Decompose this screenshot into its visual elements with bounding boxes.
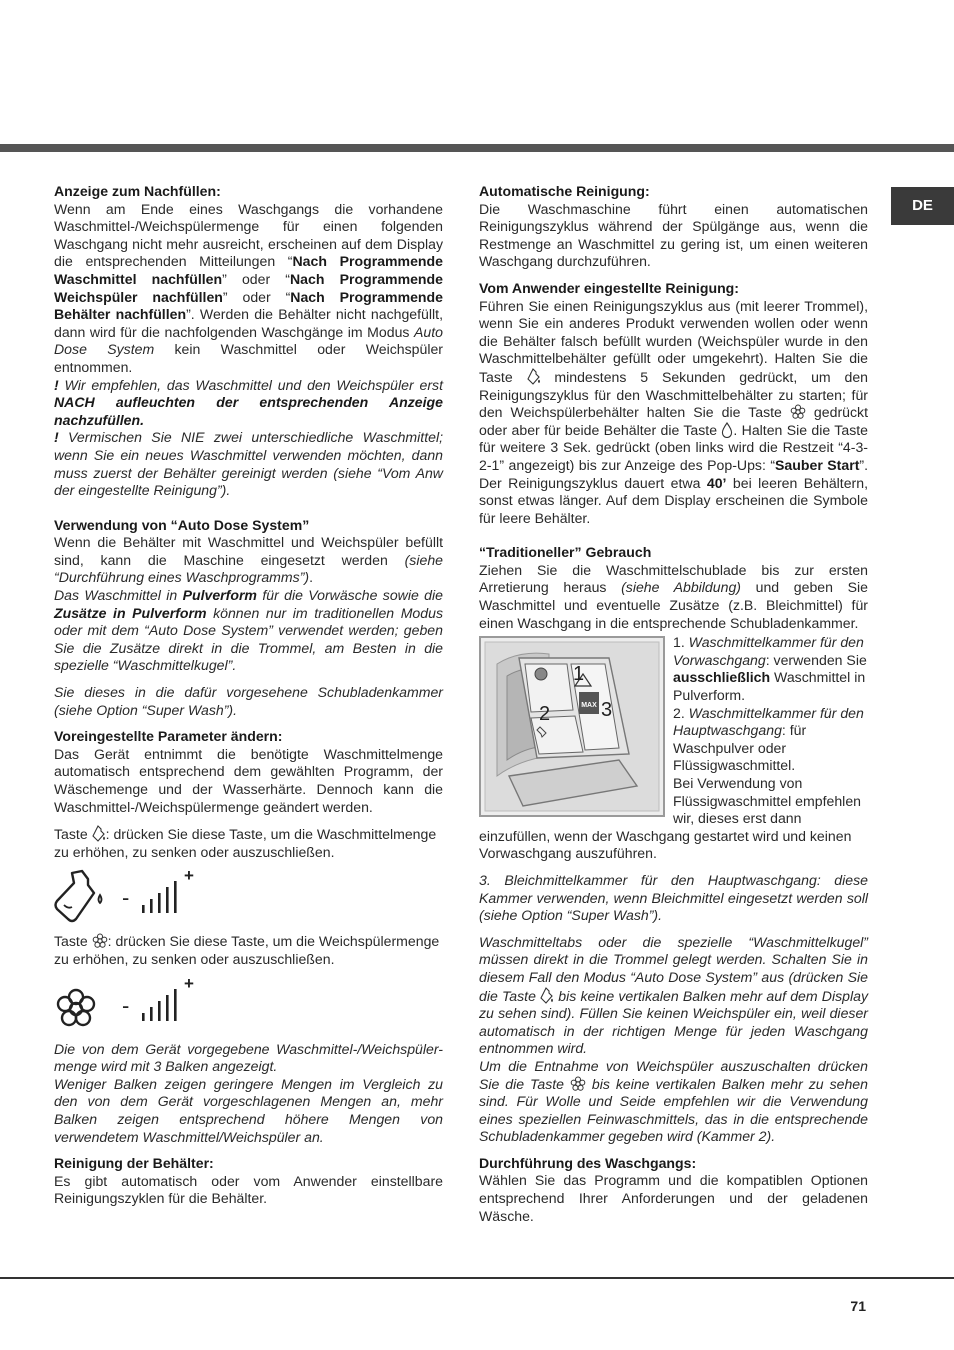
preset-section xyxy=(54,728,443,816)
refill-text-a: Wenn am Ende eines Waschgangs die vorhandene Waschmittel-/Weichspülermenge für einen folgenden Waschgang nicht mehr ausreicht, erscheinen auf dem Display die entsprechenden Mitteilungen “ xyxy=(54,200,443,270)
refill-text-e: ”. Werden die Behälter nicht nachgefüllt, dann wird für die nachfolgenden Waschgänge im Modus xyxy=(54,306,443,340)
warning-1-bold: NACH aufleuchten der entsprechenden Anzeige nachzufüllen. xyxy=(54,394,443,428)
level-bar-1 xyxy=(142,905,145,913)
detergent-bottle-icon xyxy=(527,368,541,385)
traditional-text-b: und geben Sie Waschmittel und eventuelle Zusätze (z.B. Bleichmittel) für einen Waschgang in die entsprechende Schubladenkammer. xyxy=(479,579,868,631)
bars-note-b: Weniger Balken zeigen geringere Mengen im Vergleich zu den von dem Gerät vorgeschlagenen Mengen an, mehr Balken zeigen entsprechend höhere Mengen von verwendetem Waschmittel/Weichspüler an. xyxy=(54,1075,443,1145)
bars-note-a: Die von dem Gerät vorgegebene Waschmittel-/Weichspüler-menge wird mit 3 Balken angezeigt. xyxy=(54,1040,443,1075)
user-clean-text-e: ”. Der Reinigungszyklus dauert etwa xyxy=(479,456,868,491)
user-clean-text-d: . Halten Sie die Taste für weitere 3 Sek. gedrückt (oben links wird die Restzeit “4-3-2-1” angezeigt) bis zur Anzeige des Pop-Ups: “ xyxy=(479,421,868,473)
level-bar-2 xyxy=(150,1007,153,1021)
detergent-key-desc xyxy=(54,825,443,861)
run-cycle-heading: Durchführung des Waschgangs: xyxy=(479,1154,697,1171)
auto-dose-dot: . xyxy=(309,569,314,586)
detergent-drawer-illustration xyxy=(479,636,665,817)
refill-msg-containers: Nach Programmende Behälter nachfüllen xyxy=(54,288,443,323)
powder-note-b: für die Vorwäsche sowie die xyxy=(256,587,443,604)
level-bar-1 xyxy=(142,1013,145,1021)
auto-dose-heading: Verwendung von “Auto Dose System” xyxy=(54,516,310,533)
auto-dose-text-a: Wenn die Behälter mit Waschmittel und Weichspüler befüllt sind, kann die Maschine eingesetzt werden xyxy=(54,534,443,568)
compartment-3-label: 3 xyxy=(601,699,613,722)
refill-msg-detergent: Nach Programmende Waschmittel nachfüllen xyxy=(54,253,443,287)
flower-icon xyxy=(790,404,806,420)
warning-1-mark: ! xyxy=(54,376,59,393)
clean-duration: 40’ xyxy=(706,474,727,491)
auto-dose-section xyxy=(54,517,443,675)
user-clean-text-c: gedrückt oder aber für beide Behälter die Taste xyxy=(479,404,868,438)
warning-2-text: Vermischen Sie NIE zwei unterschiedliche Waschmittel; wenn Sie ein neues Waschmittel verwenden möchten, dann muss zuerst der Behälter gereinigt werden (siehe “Vom Anw der eingestellte Reinigung”). xyxy=(54,429,443,499)
level-bar-3 xyxy=(158,893,161,913)
refill-section xyxy=(54,183,443,500)
left-column xyxy=(54,183,443,1217)
scale-minus: - xyxy=(122,885,130,911)
preset-heading: Voreingestellte Parameter ändern: xyxy=(54,728,283,745)
refill-mode-name: Auto Dose System xyxy=(54,323,443,358)
softener-level-scale xyxy=(54,975,214,1037)
level-bar-2 xyxy=(150,899,153,913)
flower-icon xyxy=(570,1076,586,1092)
tabs-note-a: Waschmitteltabs oder die spezielle “Waschmittelkugel” müssen direkt in die Trommel gelegt werden. Schalten Sie in diesem Fall den Modus “Auto Dose System” aus (drücken Sie die Taste xyxy=(479,933,868,1004)
top-rule xyxy=(0,144,954,152)
cleaning-text: Es gibt automatisch oder vom Anwender einstellbare Reinigungszyklen für die Behälter. xyxy=(54,1172,443,1207)
compartment-1-num: 1. xyxy=(673,634,689,651)
flower-icon xyxy=(92,933,108,949)
powder-note-bold1: Pulverform xyxy=(182,587,257,604)
compartment-1-bold: ausschließlich xyxy=(673,669,771,686)
level-bar-5 xyxy=(174,989,177,1021)
softener-key-text: : drücken Sie diese Taste, um die Weichspülermenge zu erhöhen, zu senken oder auszuschließen. xyxy=(54,933,440,967)
softener-key-desc xyxy=(54,933,443,968)
traditional-heading: “Traditioneller” Gebrauch xyxy=(479,544,652,561)
detergent-bottle-icon xyxy=(540,987,554,1004)
compartment-2-text-b: Bei Verwendung von Flüssigwaschmittel empfehlen wir, dieses erst dann einzufüllen, wenn der Waschgang gestartet wird und keinen Vorwaschgang auszuführen. xyxy=(479,775,861,862)
compartment-2-label: 2 xyxy=(539,703,551,726)
bottom-rule xyxy=(0,1277,954,1279)
scale-plus: + xyxy=(184,867,194,886)
traditional-section xyxy=(479,544,868,632)
auto-clean-heading: Automatische Reinigung: xyxy=(479,183,650,199)
level-bar-5 xyxy=(174,881,177,913)
compartment-2-text-a: : für Waschpulver oder Flüssigwaschmittel. xyxy=(673,722,807,774)
user-clean-text-b: mindestens 5 Sekunden gedrückt, um den Reinigungszyklus für den Waschmittelbehälter zu starten; für den Weichspülerbehälter halten Sie die Taste xyxy=(479,368,868,421)
level-bar-3 xyxy=(158,1001,161,1021)
auto-clean-text: Die Waschmaschine führt einen automatischen Reinigungszyklus während der Spülgänge aus, wenn die Restmenge an Waschmittel zu gering ist, um einen weiteren Waschgang durchzuführen. xyxy=(479,200,868,270)
detergent-key-label: Taste xyxy=(54,826,92,843)
run-cycle-section xyxy=(479,1155,868,1225)
detergent-level-scale xyxy=(54,867,214,929)
warning-2-mark: ! xyxy=(54,429,59,446)
powder-note-bold2: Zusätze in Pulverform xyxy=(54,604,207,621)
refill-heading: Anzeige zum Nachfüllen: xyxy=(54,183,221,199)
preset-text: Das Gerät entnimmt die benötigte Waschmittelmenge automatisch entsprechend dem gewählten Programm, der Wäschemenge und der Wasserhärte. Dennoch kann die Waschmittel-/Weichspülermenge geändert werden. xyxy=(54,745,443,815)
drop-icon xyxy=(721,422,733,438)
tabs-note-c: Um die Entnahme von Weichspüler auszuschalten drücken Sie die Taste xyxy=(479,1057,868,1092)
max-label: MAX xyxy=(581,702,597,710)
user-clean-text-f: bei leeren Behältern, sonst etwas länger. Auf dem Display erscheinen die Symbole für leere Behälter. xyxy=(479,474,868,526)
compartment-1-text-c: Waschmittel in Pulverform. xyxy=(673,669,866,704)
traditional-text-a: Ziehen Sie die Waschmittelschublade bis zur ersten Arretierung heraus xyxy=(479,561,868,596)
bars-note xyxy=(54,1041,443,1147)
warning-1-text: Wir empfehlen, das Waschmittel und den Weichspüler erst xyxy=(58,376,443,393)
detergent-key-text: : drücken Sie diese Taste, um die Waschmittelmenge zu erhöhen, zu senken oder auszuschließen. xyxy=(54,826,437,860)
traditional-figure-ref: (siehe Abbildung) xyxy=(621,579,741,596)
scale-minus: - xyxy=(122,992,130,1018)
level-bar-4 xyxy=(166,887,169,913)
user-clean-text-a: Führen Sie einen Reinigungszyklus aus (mit leerer Trommel), wenn Sie ein anderes Produkt verwenden wollen oder wenn die Behälter falsch befüllt wurden (Weichspüler wurde in den Waschmittelbehälter gefüllt oder umgekehrt). Halten Sie die Taste xyxy=(479,297,868,385)
compartment-2-title: Waschmittelkammer für den Hauptwaschgang xyxy=(673,704,864,739)
warning-2 xyxy=(54,429,443,498)
flower-icon xyxy=(58,990,94,1025)
powder-note xyxy=(54,587,443,673)
warning-1 xyxy=(54,377,443,428)
refill-text-c: ” oder “ xyxy=(222,270,290,287)
language-tab: DE xyxy=(891,187,954,225)
compartment-2-num: 2. xyxy=(673,704,689,721)
tabs-note-b: bis keine vertikalen Balken mehr auf dem Display zu sehen sind). Füllen Sie keinen Weichspüler ein, weil dieser automatisch in der richtigen Menge für jeden Waschgang entnommen wird. xyxy=(479,987,869,1057)
auto-dose-ref: (siehe “Durchführung eines Waschprogramms”) xyxy=(54,551,443,586)
tabs-note xyxy=(479,934,868,1146)
softener-key-label: Taste xyxy=(54,933,92,950)
auto-clean-section xyxy=(479,183,868,271)
cleaning-heading: Reinigung der Behälter: xyxy=(54,1155,214,1172)
scale-plus: + xyxy=(184,974,194,993)
detergent-bottle-icon xyxy=(92,825,106,842)
powder-note-a: Das Waschmittel in xyxy=(54,587,183,604)
refill-msg-softener: Nach Programmende Weichspüler nachfüllen xyxy=(54,270,443,305)
refill-text-f: kein Waschmittel oder Weichspüler entnommen. xyxy=(54,341,443,375)
refill-text-d: ” oder “ xyxy=(222,288,291,305)
cleaning-section xyxy=(54,1155,443,1208)
powder-note-c: können nur im traditionellen Modus oder mit dem “Auto Dose System” verwendet werden; geben Sie die Zusätze direkt in die Trommel, am Besten in die spezielle “Waschmittelkugel”. xyxy=(54,604,443,674)
level-bar-4 xyxy=(166,995,169,1021)
page-number: 71 xyxy=(850,1298,866,1314)
compartment-1-title: Waschmittelkammer für den Vorwaschgang xyxy=(673,634,864,668)
compartment-1-label: 1 xyxy=(573,663,585,686)
tabs-note-d: bis keine vertikalen Balken mehr zu sehen sind. Für Wolle und Seide empfehlen wir die Verwendung eines speziellen Feinwaschmittels, das in die entsprechende Schubladenkammer gegeben wird (Kammer 2). xyxy=(479,1075,868,1145)
drawer-figure-block xyxy=(479,634,868,863)
right-column xyxy=(479,183,868,1234)
compartment-1-text-a: : verwenden Sie xyxy=(765,651,867,668)
user-clean-section xyxy=(479,280,868,527)
bleach-note: 3. Bleichmittelkammer für den Hauptwaschgang: diese Kammer verwenden, wenn Bleichmittel eingesetzt werden soll (siehe Option “Super Wash”). xyxy=(479,871,868,924)
super-wash-note: Sie dieses in die dafür vorgesehene Schubladenkammer (siehe Option “Super Wash”). xyxy=(54,684,443,718)
siphon-cap xyxy=(535,668,547,680)
sauber-start-label: Sauber Start xyxy=(775,456,860,473)
user-clean-heading: Vom Anwender eingestellte Reinigung: xyxy=(479,279,739,296)
detergent-bottle-icon xyxy=(56,871,102,921)
run-cycle-text: Wählen Sie das Programm und die kompatiblen Optionen entsprechend Ihrer Anforderungen und der geladenen Wäsche. xyxy=(479,1172,868,1224)
